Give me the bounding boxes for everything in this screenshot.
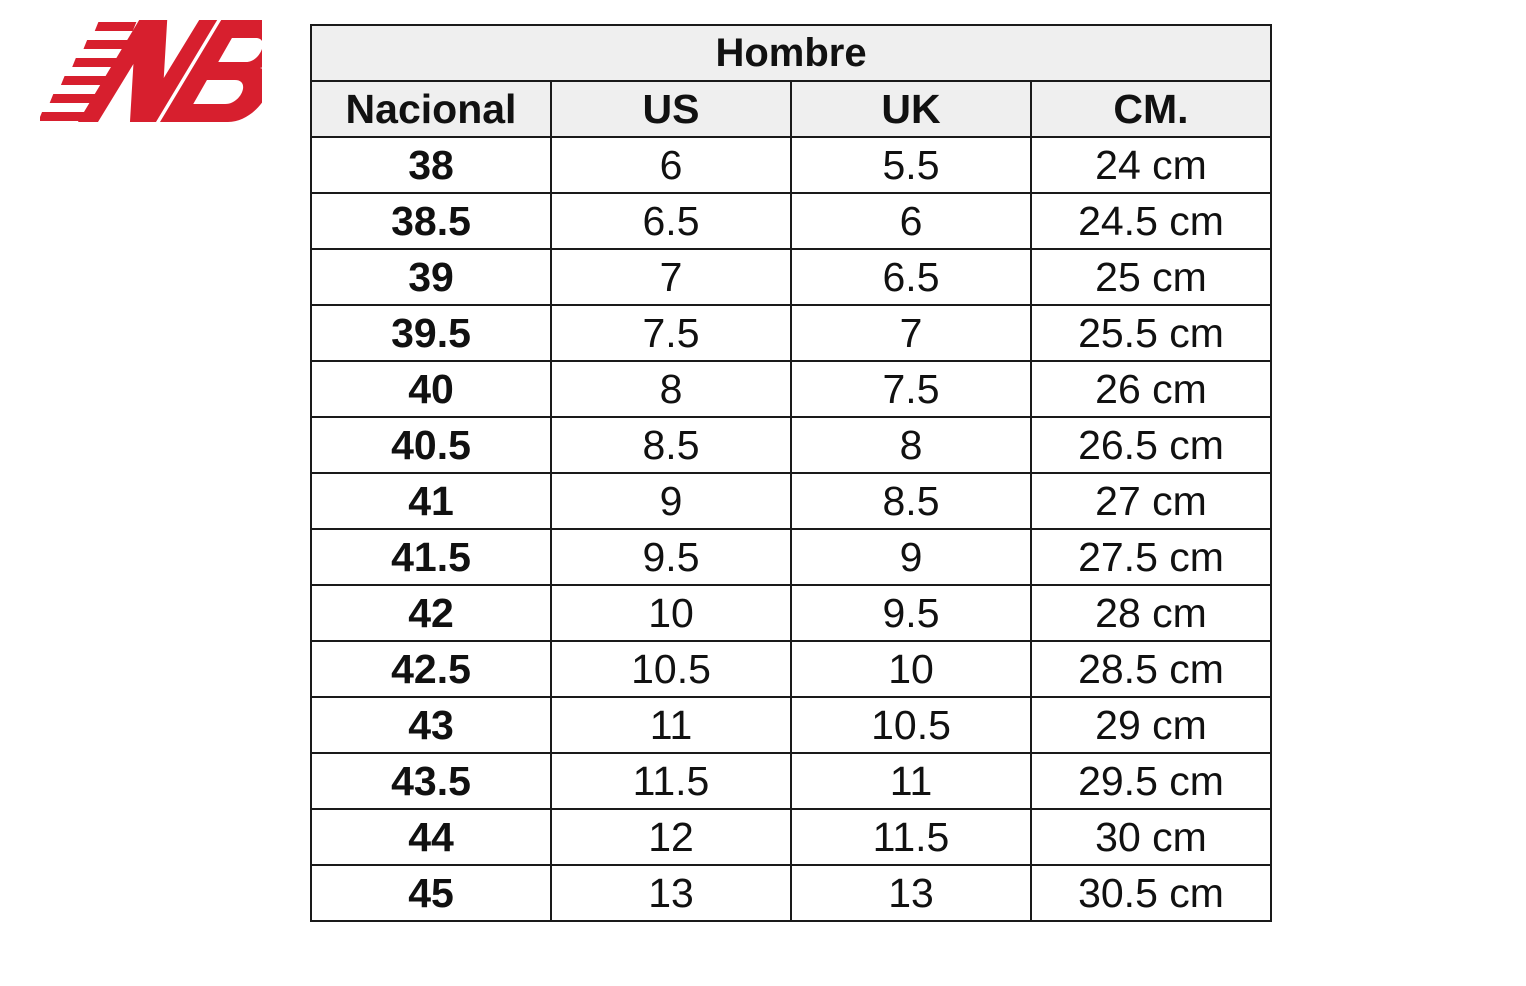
table-row xyxy=(311,193,1271,249)
cell-us: 10 xyxy=(551,585,791,641)
cell-nacional: 43 xyxy=(311,697,551,753)
cell-nacional: 39 xyxy=(311,249,551,305)
table-row xyxy=(311,137,1271,193)
cell-nacional: 44 xyxy=(311,809,551,865)
cell-us: 11 xyxy=(551,697,791,753)
cell-cm: 29.5 cm xyxy=(1031,753,1271,809)
cell-us: 11.5 xyxy=(551,753,791,809)
cell-uk: 9 xyxy=(791,529,1031,585)
cell-us: 7.5 xyxy=(551,305,791,361)
cell-cm: 28 cm xyxy=(1031,585,1271,641)
size-chart-table xyxy=(310,24,1272,922)
cell-us: 10.5 xyxy=(551,641,791,697)
table-row xyxy=(311,249,1271,305)
table-header-row xyxy=(311,81,1271,137)
cell-cm: 29 cm xyxy=(1031,697,1271,753)
table-row xyxy=(311,417,1271,473)
cell-nacional: 40 xyxy=(311,361,551,417)
cell-nacional: 39.5 xyxy=(311,305,551,361)
cell-nacional: 38 xyxy=(311,137,551,193)
cell-uk: 6.5 xyxy=(791,249,1031,305)
nb-logo-icon xyxy=(40,18,262,126)
cell-uk: 6 xyxy=(791,193,1031,249)
cell-nacional: 42 xyxy=(311,585,551,641)
cell-us: 12 xyxy=(551,809,791,865)
cell-cm: 25 cm xyxy=(1031,249,1271,305)
cell-cm: 25.5 cm xyxy=(1031,305,1271,361)
table-row xyxy=(311,809,1271,865)
table-row xyxy=(311,585,1271,641)
cell-nacional: 40.5 xyxy=(311,417,551,473)
table-row xyxy=(311,697,1271,753)
cell-uk: 5.5 xyxy=(791,137,1031,193)
column-header-us: US xyxy=(551,81,791,137)
table-row xyxy=(311,305,1271,361)
table-row xyxy=(311,641,1271,697)
cell-us: 6.5 xyxy=(551,193,791,249)
cell-us: 8 xyxy=(551,361,791,417)
table-row xyxy=(311,865,1271,921)
cell-uk: 11.5 xyxy=(791,809,1031,865)
cell-nacional: 43.5 xyxy=(311,753,551,809)
cell-nacional: 42.5 xyxy=(311,641,551,697)
cell-cm: 24 cm xyxy=(1031,137,1271,193)
cell-nacional: 38.5 xyxy=(311,193,551,249)
cell-us: 13 xyxy=(551,865,791,921)
cell-uk: 10.5 xyxy=(791,697,1031,753)
table-title-row xyxy=(311,25,1271,81)
cell-cm: 30.5 cm xyxy=(1031,865,1271,921)
cell-uk: 7 xyxy=(791,305,1031,361)
new-balance-logo xyxy=(40,18,262,126)
cell-uk: 9.5 xyxy=(791,585,1031,641)
cell-uk: 8 xyxy=(791,417,1031,473)
column-header-cm: CM. xyxy=(1031,81,1271,137)
cell-us: 6 xyxy=(551,137,791,193)
table-title: Hombre xyxy=(311,25,1271,81)
cell-nacional: 41.5 xyxy=(311,529,551,585)
column-header-uk: UK xyxy=(791,81,1031,137)
column-header-nacional: Nacional xyxy=(311,81,551,137)
cell-uk: 10 xyxy=(791,641,1031,697)
cell-cm: 24.5 cm xyxy=(1031,193,1271,249)
cell-nacional: 45 xyxy=(311,865,551,921)
cell-cm: 30 cm xyxy=(1031,809,1271,865)
cell-cm: 27 cm xyxy=(1031,473,1271,529)
cell-uk: 8.5 xyxy=(791,473,1031,529)
cell-cm: 26 cm xyxy=(1031,361,1271,417)
table-row xyxy=(311,529,1271,585)
cell-uk: 11 xyxy=(791,753,1031,809)
cell-us: 9 xyxy=(551,473,791,529)
cell-us: 9.5 xyxy=(551,529,791,585)
table-row xyxy=(311,753,1271,809)
cell-us: 7 xyxy=(551,249,791,305)
cell-uk: 7.5 xyxy=(791,361,1031,417)
cell-cm: 28.5 cm xyxy=(1031,641,1271,697)
table-row xyxy=(311,361,1271,417)
cell-cm: 27.5 cm xyxy=(1031,529,1271,585)
table-row xyxy=(311,473,1271,529)
cell-uk: 13 xyxy=(791,865,1031,921)
cell-nacional: 41 xyxy=(311,473,551,529)
cell-cm: 26.5 cm xyxy=(1031,417,1271,473)
cell-us: 8.5 xyxy=(551,417,791,473)
